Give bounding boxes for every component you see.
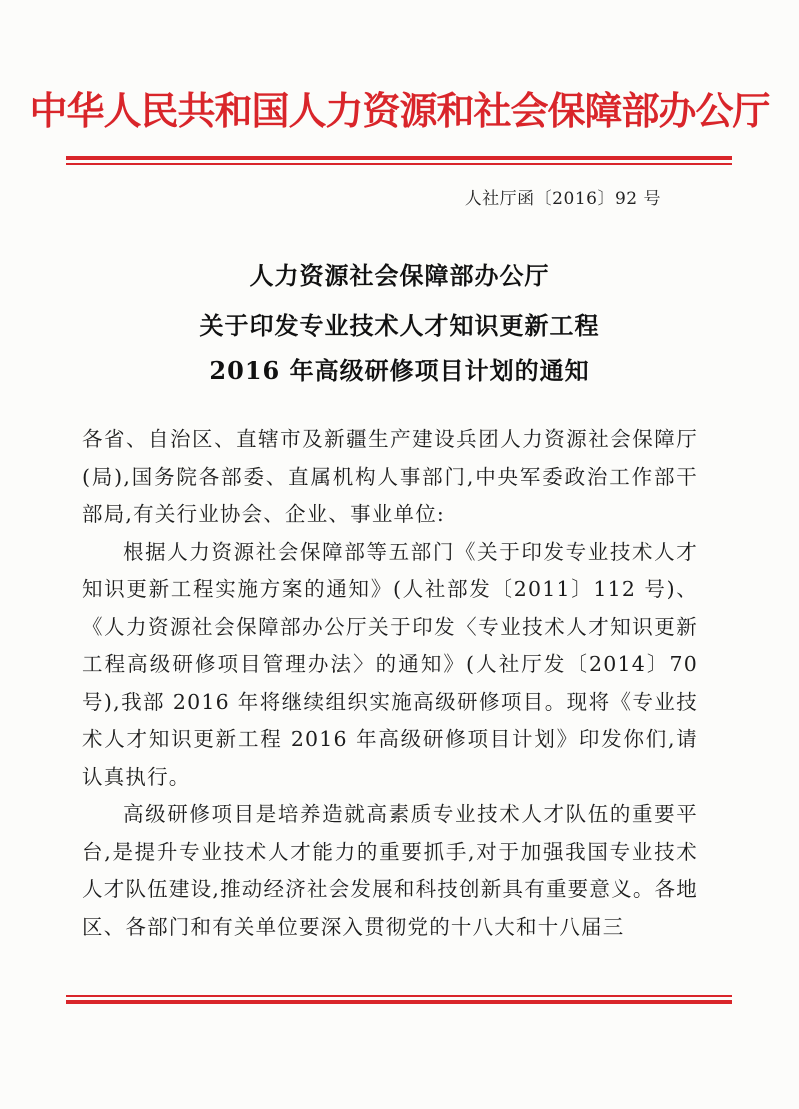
title-line-2: 关于印发专业技术人才知识更新工程: [199, 311, 600, 340]
document-body: [82, 421, 698, 946]
footer-rule-thick: [66, 1000, 732, 1004]
recipients-paragraph: 各省、自治区、直辖市及新疆生产建设兵团人力资源社会保障厅(局),国务院各部委、直属机构人事部门,中央军委政治工作部干部局,有关行业协会、企业、事业单位:: [82, 427, 698, 526]
body-paragraph-2: 高级研修项目是培养造就高素质专业技术人才队伍的重要平台,是提升专业技术人才能力的重要抓手,对于加强我国专业技术人才队伍建设,推动经济社会发展和科技创新具有重要意义。各地区、各部门和有关单位要深入贯彻党的十八大和十八届三: [82, 802, 698, 939]
masthead-rule-thick: [66, 156, 732, 160]
masthead-rule-thin: [66, 163, 732, 165]
document-number: 人社厅函〔2016〕92 号: [464, 189, 661, 209]
title-line-1: 人力资源社会保障部办公厅: [249, 261, 550, 290]
body-paragraph-1: 根据人力资源社会保障部等五部门《关于印发专业技术人才知识更新工程实施方案的通知》(人社部发〔2011〕112 号)、《人力资源社会保障部办公厅关于印发〈专业技术人才知识更新工程高级研修项目管理办法〉的通知》(人社厅发〔2014〕70 号),我部 2016 年将继续组织实施高级研修项目。现将《专业技术人才知识更新工程 2016 年高级研修项目计划》印发你们,请认真执行。: [82, 539, 698, 789]
title-line-3: 2016 年高级研修项目计划的通知: [209, 356, 590, 385]
issuer-masthead: 中华人民共和国人力资源和社会保障部办公厅: [29, 89, 770, 133]
footer-rule-thin: [66, 995, 732, 997]
